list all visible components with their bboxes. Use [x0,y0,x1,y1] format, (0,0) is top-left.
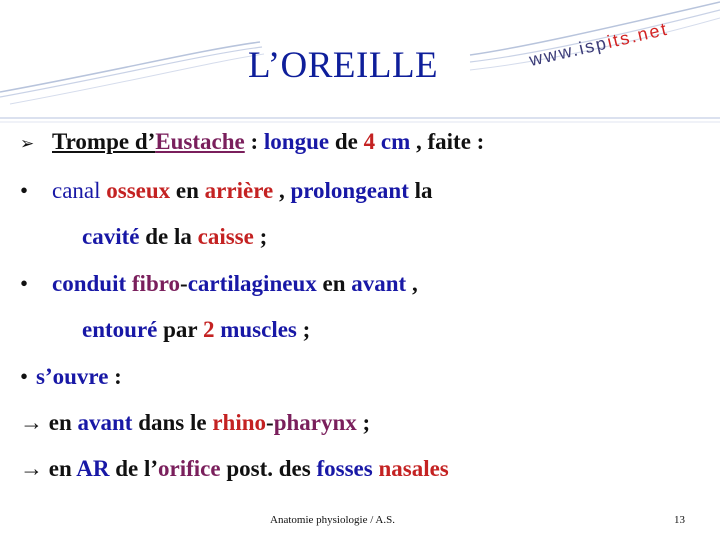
arrow-right-icon: → [20,456,43,481]
text: - [180,271,188,296]
line-7 [20,409,370,437]
text: conduit [52,271,127,296]
text: orifice [158,456,221,481]
text: post. des [220,456,317,481]
watermark-part-1: www.isp [527,32,610,71]
bullet-dot-icon: • [20,271,29,296]
text: : [108,364,122,389]
text: rhino [212,410,267,435]
text: la [408,178,433,203]
line-1 [20,128,484,158]
text: pharynx [273,410,357,435]
text: de la [139,224,198,249]
line-4 [20,270,418,298]
line-5 [82,316,310,344]
text: 2 [202,317,215,342]
text: fibro [126,271,181,296]
text: , [273,178,291,203]
line-2 [20,177,433,205]
page-number: 13 [674,514,685,526]
text: canal [52,178,101,203]
text: - [266,410,274,435]
text: en [43,410,78,435]
text: ; [296,317,311,342]
arrow-right-icon: → [20,410,43,435]
line-8 [20,455,449,483]
arrowhead-bullet-icon: ➢ [20,134,35,153]
line-3 [82,223,267,251]
text: osseux [100,178,171,203]
text: avant [351,271,407,296]
text: avant [77,410,133,435]
footer-text: Anatomie physiologie / A.S. [270,514,395,526]
text: cavité [82,224,140,249]
text: de l’ [109,456,159,481]
text: prolongeant [290,178,409,203]
line-6 [20,363,122,391]
text: nasales [378,456,449,481]
text: Eustache [155,129,245,154]
text: par [157,317,203,342]
text: 4 [363,129,376,154]
text: dans le [132,410,213,435]
text: , [406,271,418,296]
text: caisse [197,224,254,249]
text: en [170,178,205,203]
text: AR [76,456,110,481]
text: en [43,456,77,481]
text: cm [375,129,411,154]
text: : [244,129,264,154]
text: en [316,271,352,296]
slide-title: L’OREILLE [248,45,439,86]
text: arrière [204,178,274,203]
text: ; [253,224,268,249]
text: fosses [316,456,373,481]
bullet-dot-icon: • [20,364,29,389]
text: longue [263,129,330,154]
text: s’ouvre [36,364,109,389]
bullet-dot-icon: • [20,178,29,203]
text: de [329,129,364,154]
text: muscles [214,317,297,342]
text: Trompe d’ [52,129,156,154]
watermark-part-2: its.net [605,18,671,53]
text: ; [356,410,371,435]
text: entouré [82,317,158,342]
text: cartilagineux [187,271,317,296]
text: , faite : [410,129,485,154]
